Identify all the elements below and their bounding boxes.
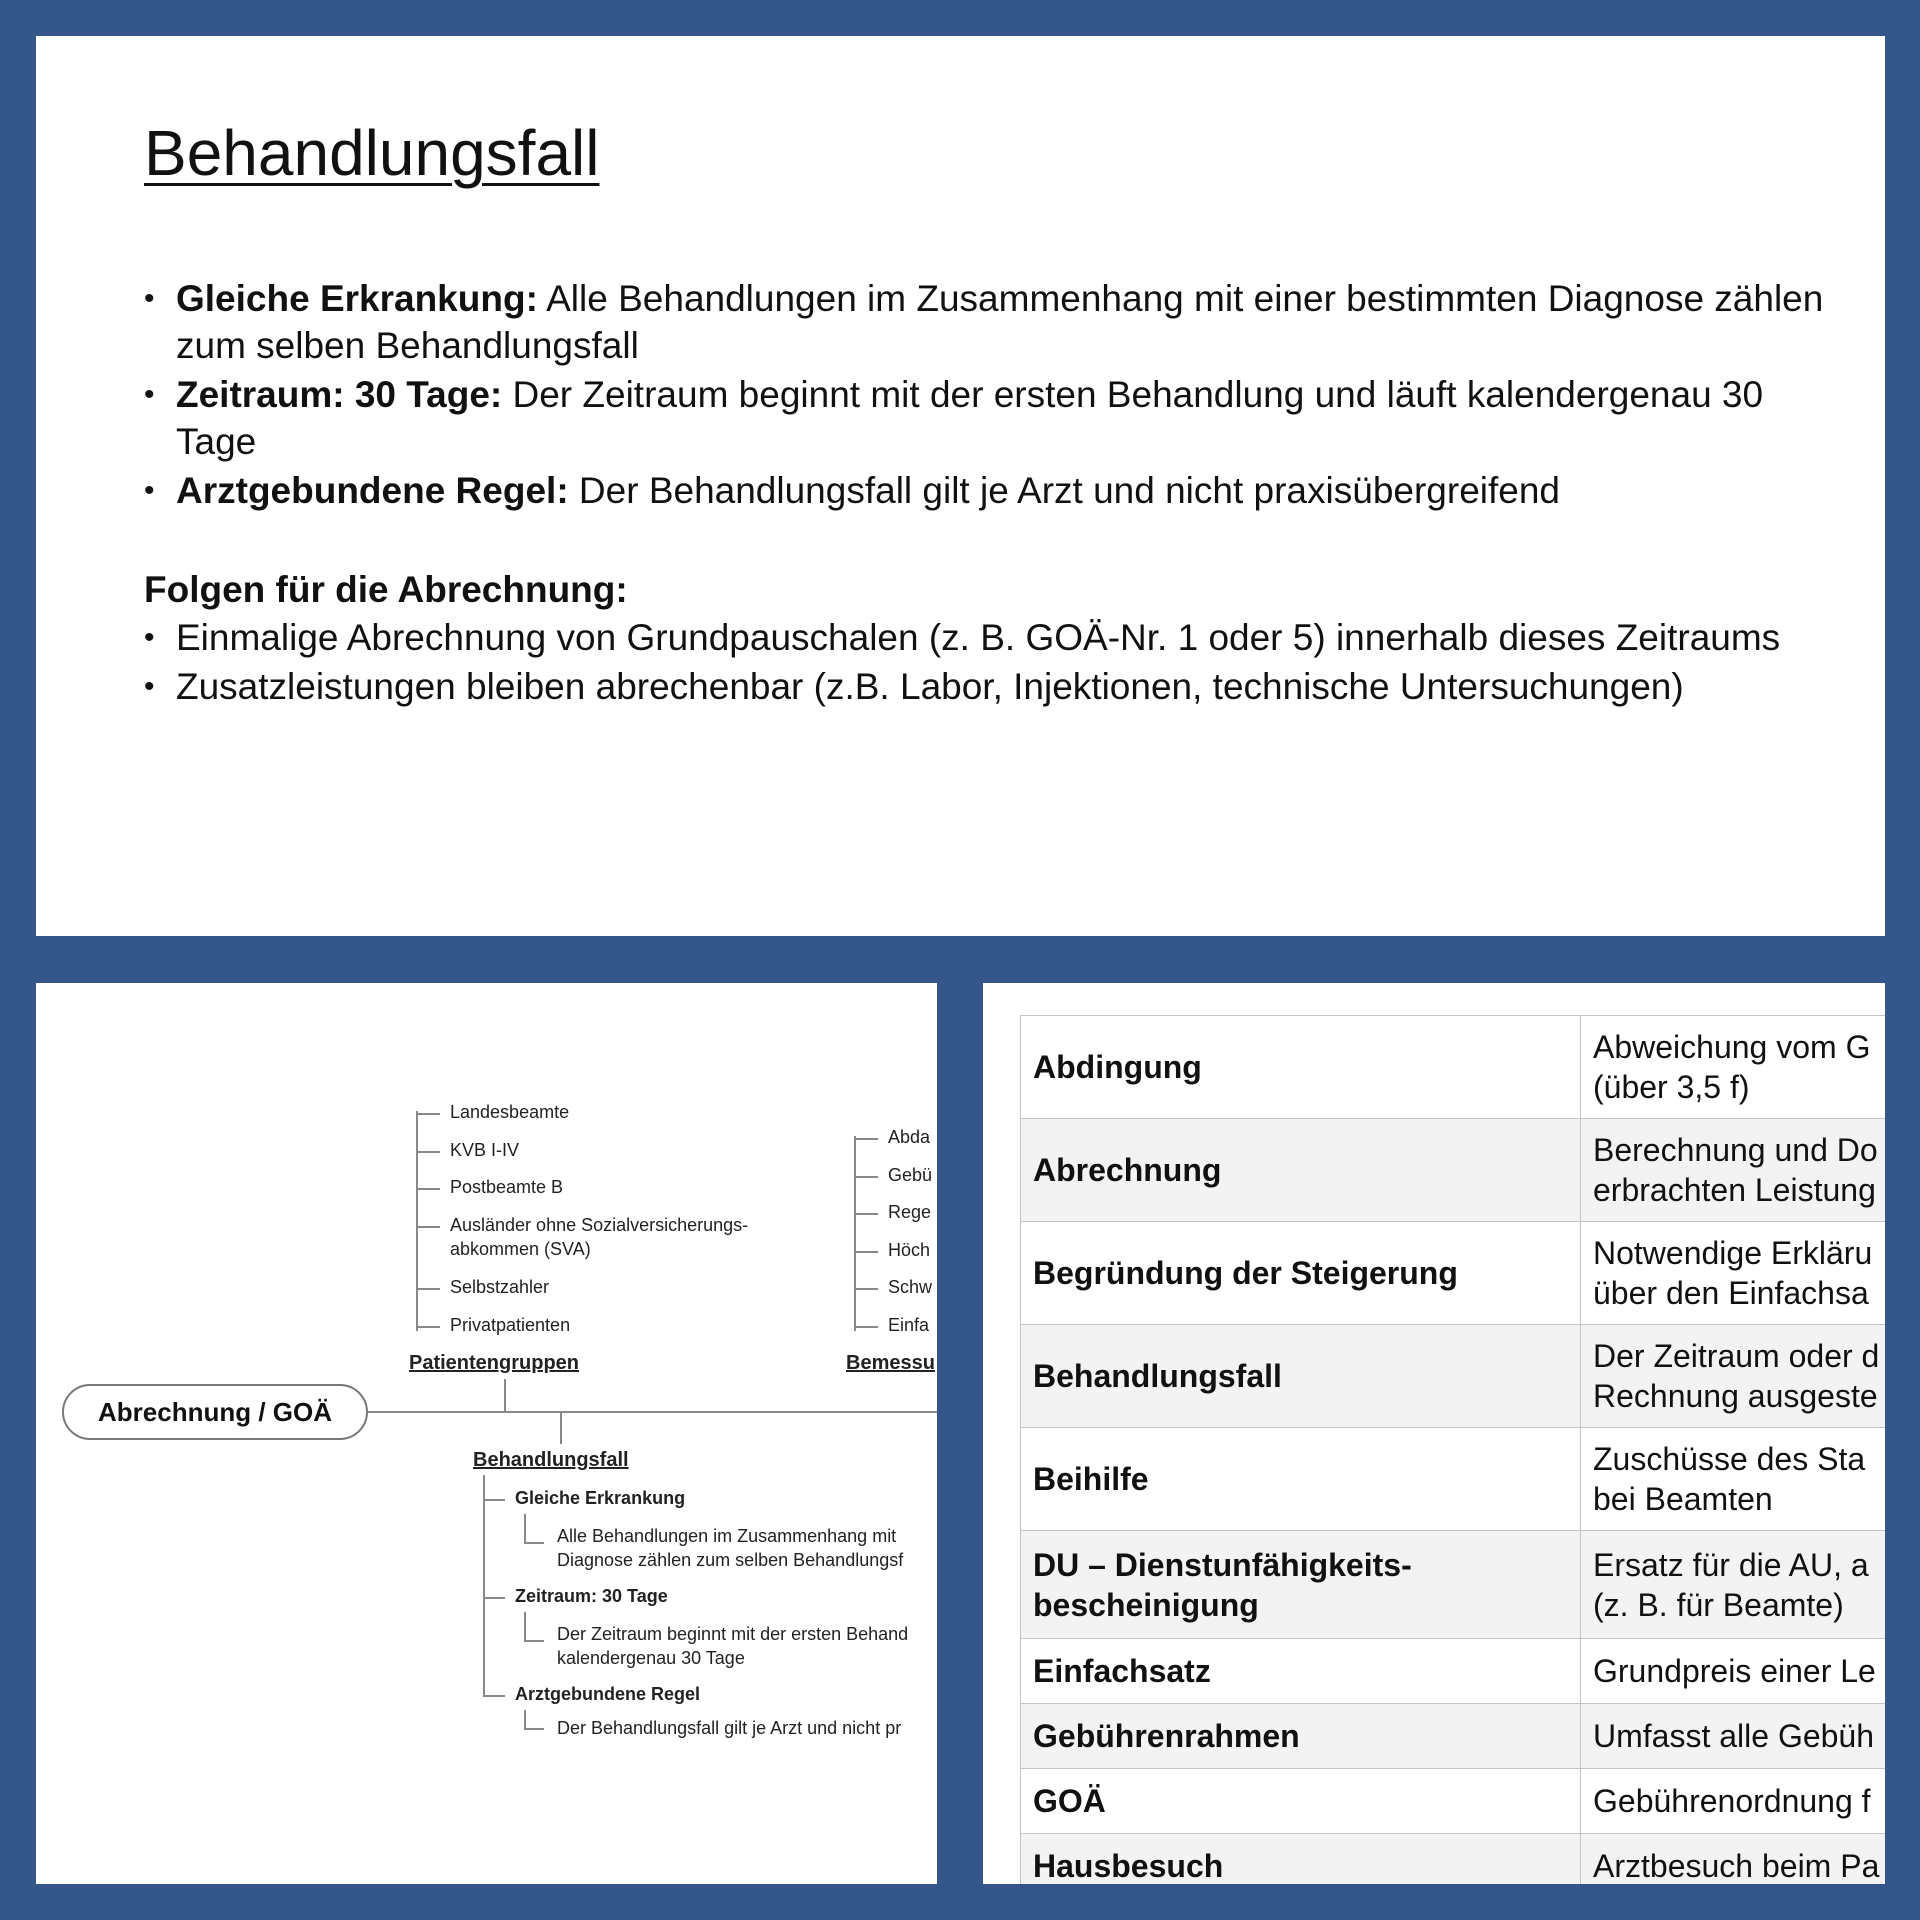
mindmap-leaf: Einfa [888, 1315, 930, 1335]
table-row [1021, 1222, 1886, 1325]
branch-line [416, 1326, 440, 1328]
glossary-table [1020, 1015, 1885, 1884]
branch-line [524, 1542, 544, 1544]
mindmap-sub-zeitraum: Zeitraum: 30 Tage [515, 1586, 668, 1606]
glossary-definition: Gebührenordnung f [1581, 1769, 1886, 1834]
table-row [1021, 1704, 1886, 1769]
bullet-icon: • [144, 621, 155, 654]
branch-line [854, 1176, 878, 1178]
glossary-term: Behandlungsfall [1021, 1325, 1581, 1428]
bullet-icon: • [144, 378, 155, 411]
item-text: Alle Behandlungen im Zusammenhang mit einer bestimmten Diagnose zählen zum selben Behandlungsfall [176, 278, 1824, 366]
branch-line [854, 1213, 878, 1215]
mindmap-leaf: kalendergenau 30 Tage [557, 1648, 745, 1668]
branch-line [854, 1288, 878, 1290]
branch-line [524, 1710, 526, 1730]
table-row [1021, 1834, 1886, 1885]
branch-line [524, 1728, 544, 1730]
branch-line [524, 1640, 544, 1642]
mindmap-leaf: Rege [888, 1202, 932, 1222]
mindmap-leaf: Der Zeitraum beginnt mit der ersten Behand [557, 1624, 909, 1644]
list-item [144, 614, 1844, 661]
table-row [1021, 1531, 1886, 1639]
branch-line [524, 1514, 526, 1544]
table-row [1021, 1428, 1886, 1531]
mindmap-panel [36, 983, 937, 1884]
mindmap-root-node[interactable]: Abrechnung / GOÄ [62, 1384, 368, 1440]
list-item [144, 371, 1844, 465]
bullet-icon: • [144, 670, 155, 703]
glossary-definition: Ersatz für die AU, a (z. B. für Beamte) [1581, 1531, 1886, 1639]
glossary-definition: Der Zeitraum oder d Rechnung ausgeste [1581, 1325, 1886, 1428]
mindmap-sub-gleiche-erkrankung: Gleiche Erkrankung [515, 1488, 686, 1508]
table-row [1021, 1119, 1886, 1222]
mindmap-leaf: KVB I-IV [450, 1140, 520, 1160]
mindmap-trunk [368, 1411, 937, 1413]
glossary-definition: Berechnung und Do erbrachten Leistung [1581, 1119, 1886, 1222]
table-row [1021, 1639, 1886, 1704]
effect-text: Zusatzleistungen bleiben abrechenbar (z.B. Labor, Injektionen, technische Untersuchungen) [176, 666, 1684, 707]
slide-panel [36, 36, 1885, 936]
mindmap-leaf: Abda [888, 1127, 931, 1147]
mindmap-leaf: Höch [888, 1240, 931, 1260]
glossary-term: Gebührenrahmen [1021, 1704, 1581, 1769]
glossary-term: Abdingung [1021, 1016, 1581, 1119]
mindmap-leaf: Ausländer ohne Sozialversicherungs- [450, 1215, 749, 1235]
glossary-term: Einfachsatz [1021, 1639, 1581, 1704]
branch-line [483, 1683, 485, 1697]
branch-line [854, 1251, 878, 1253]
branch-line [416, 1188, 440, 1190]
branch-line [560, 1412, 562, 1444]
list-item [144, 467, 1844, 514]
bullet-icon: • [144, 474, 155, 507]
item-term: Zeitraum: 30 Tage: [176, 374, 503, 415]
branch-line [416, 1226, 440, 1228]
branch-line [504, 1379, 506, 1412]
mindmap-leaf: Alle Behandlungen im Zusammenhang mit [557, 1526, 897, 1546]
glossary-term: Begründung der Steigerung [1021, 1222, 1581, 1325]
effect-text: Einmalige Abrechnung von Grundpauschalen (z. B. GOÄ-Nr. 1 oder 5) innerhalb dieses Zeitraums [176, 617, 1781, 658]
mindmap-branch-bemessung: Bemessu [846, 1352, 935, 1374]
branch-line [416, 1111, 418, 1331]
glossary-definition: Abweichung vom G (über 3,5 f) [1581, 1016, 1886, 1119]
branch-line [483, 1695, 505, 1697]
mindmap-leaf: Landesbeamte [450, 1102, 570, 1122]
effects-heading: Folgen für die Abrechnung: [144, 569, 628, 610]
list-item [144, 663, 1844, 710]
mindmap-leaf: abkommen (SVA) [450, 1239, 591, 1259]
glossary-definition: Zuschüsse des Sta bei Beamten [1581, 1428, 1886, 1531]
glossary-term: Beihilfe [1021, 1428, 1581, 1531]
table-row [1021, 1325, 1886, 1428]
mindmap-leaf: Privatpatienten [450, 1315, 571, 1335]
item-term: Gleiche Erkrankung: [176, 278, 538, 319]
definition-list [144, 275, 1844, 516]
item-term: Arztgebundene Regel: [176, 470, 569, 511]
glossary-panel [983, 983, 1885, 1884]
glossary-term: Abrechnung [1021, 1119, 1581, 1222]
table-row [1021, 1769, 1886, 1834]
item-text: Der Behandlungsfall gilt je Arzt und nicht praxisübergreifend [568, 470, 1560, 511]
branch-line [416, 1151, 440, 1153]
mindmap-branch-patientengruppen: Patientengruppen [409, 1352, 580, 1374]
branch-line [483, 1475, 485, 1685]
mindmap-branch-behandlungsfall: Behandlungsfall [473, 1449, 629, 1471]
branch-line [854, 1138, 878, 1140]
glossary-definition: Notwendige Erkläru über den Einfachsa [1581, 1222, 1886, 1325]
mindmap-leaf: Schw [888, 1277, 933, 1297]
glossary-term: Hausbesuch [1021, 1834, 1581, 1885]
mindmap-leaf: Selbstzahler [450, 1277, 550, 1297]
item-text: Der Zeitraum beginnt mit der ersten Behandlung und läuft kalendergenau 30 Tage [176, 374, 1764, 462]
bullet-icon: • [144, 282, 155, 315]
glossary-definition: Umfasst alle Gebüh [1581, 1704, 1886, 1769]
mindmap-leaf: Postbeamte B [450, 1177, 564, 1197]
branch-line [854, 1136, 856, 1331]
mindmap-sub-arztgebundene-regel: Arztgebundene Regel [515, 1684, 701, 1704]
slide-title: Behandlungsfall [144, 117, 600, 189]
branch-line [416, 1113, 440, 1115]
glossary-definition: Arztbesuch beim Pa [1581, 1834, 1886, 1885]
mindmap-leaf: Diagnose zählen zum selben Behandlungsf [557, 1550, 904, 1570]
branch-line [524, 1612, 526, 1642]
mindmap-leaf: Gebü [888, 1165, 933, 1185]
list-item [144, 275, 1844, 369]
effects-list [144, 614, 1844, 712]
table-row [1021, 1016, 1886, 1119]
glossary-term: DU – Dienstunfähigkeits- bescheinigung [1021, 1531, 1581, 1639]
branch-line [416, 1288, 440, 1290]
glossary-term: GOÄ [1021, 1769, 1581, 1834]
branch-line [854, 1326, 878, 1328]
mindmap-leaf: Der Behandlungsfall gilt je Arzt und nicht pr [557, 1718, 902, 1738]
glossary-definition: Grundpreis einer Le [1581, 1639, 1886, 1704]
branch-line [483, 1597, 505, 1599]
branch-line [483, 1499, 505, 1501]
